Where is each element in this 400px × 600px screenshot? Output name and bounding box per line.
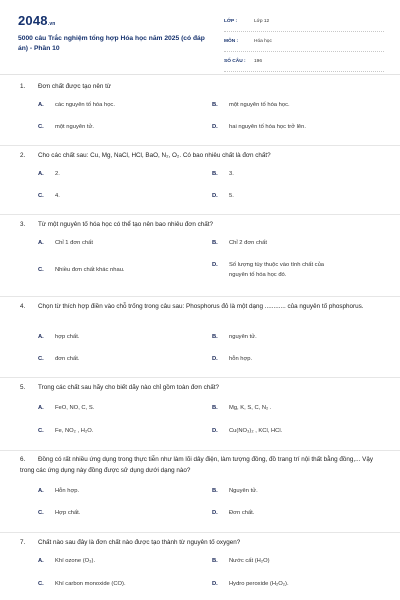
question-stem: 7. Chất nào sau đây là đơn chất nào được tạo thành từ nguyên tố oxygen? [20, 539, 241, 546]
option-a[interactable]: A. 2. [38, 171, 60, 177]
page-title: 5000 câu Trắc nghiệm tổng hợp Hóa học năm 2025 (có đáp án) - Phần 10 [18, 35, 205, 52]
option-d[interactable]: D. hỗn hợp. [212, 356, 253, 362]
question-7 [0, 532, 400, 600]
option-c[interactable]: C. Hợp chất. [38, 510, 81, 516]
option-b[interactable]: B. 3. [212, 171, 234, 177]
option-c[interactable]: C. Nhiều đơn chất khác nhau. [38, 267, 125, 273]
question-5 [0, 377, 400, 451]
site-logo[interactable]: 2048.vn [18, 13, 56, 28]
option-d[interactable]: D. hai nguyên tố hóa học trở lên. [212, 124, 306, 130]
question-1 [0, 74, 400, 146]
option-c[interactable]: C. Khí carbon monoxide (CO). [38, 581, 126, 587]
option-b[interactable]: B. Nguyên tử. [212, 488, 258, 494]
option-b[interactable]: B. Nước cất (H₂O) [212, 558, 270, 564]
option-a[interactable]: A. FeO, NO, C, S. [38, 405, 95, 411]
option-b[interactable]: B. Chỉ 2 đơn chất [212, 240, 267, 246]
question-stem: 4. Chọn từ thích hợp điền vào chỗ trống trong câu sau: Phosphorus đỏ là một dạng ............ của nguyên tố phosphorus. [20, 303, 364, 310]
question-stem: 6. Đồng có rất nhiều ứng dụng trong thực tiễn như làm lõi dây điện, làm tượng đồng, đồ trang trí nội thất bằng đồng,... Vậy trong các ứng dụng này đồng được sử dụng dưới dạng nào? [20, 456, 373, 474]
option-d[interactable]: D. Hydro peroxide (H₂O₂). [212, 581, 289, 587]
option-a[interactable]: A. Hỗn hợp. [38, 488, 80, 494]
option-a[interactable]: A. hợp chất. [38, 334, 80, 340]
question-4 [0, 296, 400, 378]
option-d[interactable]: D. Đơn chất. [212, 510, 255, 516]
meta-row-grade: LỚP : Lớp 12 [224, 12, 384, 32]
option-c[interactable]: C. Fe, NO₂ , H₂O. [38, 428, 94, 434]
option-d[interactable]: D. Cu(NO₃)₂ , KCl, HCl. [212, 428, 283, 434]
option-b[interactable]: B. một nguyên tố hóa học. [212, 102, 290, 108]
option-a[interactable]: A. các nguyên tố hóa học. [38, 102, 115, 108]
question-3 [0, 214, 400, 297]
option-c[interactable]: C. 4. [38, 193, 60, 199]
option-a[interactable]: A. Chỉ 1 đơn chất [38, 240, 93, 246]
option-d[interactable]: D. Số lượng tùy thuộc vào tính chất của nguyên tố hóa học đó. [212, 262, 325, 278]
page-header [0, 0, 400, 75]
option-c[interactable]: C. đơn chất. [38, 356, 80, 362]
question-stem: 1. Đơn chất được tạo nên từ [20, 83, 112, 90]
meta-row-subject: MÔN : Hóa học [224, 32, 384, 52]
option-d[interactable]: D. 5. [212, 193, 234, 199]
document-meta [224, 12, 384, 72]
question-stem: 5. Trong các chất sau hãy cho biết dãy nào chỉ gồm toàn đơn chất? [20, 384, 220, 391]
option-b[interactable]: B. Mg, K, S, C, N₂ . [212, 405, 272, 411]
option-b[interactable]: B. nguyên tử. [212, 334, 257, 340]
question-stem: 2. Cho các chất sau: Cu, Mg, NaCl, HCl, BaO, N₂, O₂. Có bao nhiêu chất là đơn chất? [20, 152, 271, 159]
meta-row-question-count: SỐ CÂU : 196 [224, 52, 384, 72]
option-a[interactable]: A. Khí ozone (O₃). [38, 558, 96, 564]
option-c[interactable]: C. một nguyên tử. [38, 124, 95, 130]
question-6 [0, 450, 400, 533]
question-stem: 3. Từ một nguyên tố hóa học có thể tạo nên bao nhiêu đơn chất? [20, 221, 213, 228]
question-2 [0, 145, 400, 215]
